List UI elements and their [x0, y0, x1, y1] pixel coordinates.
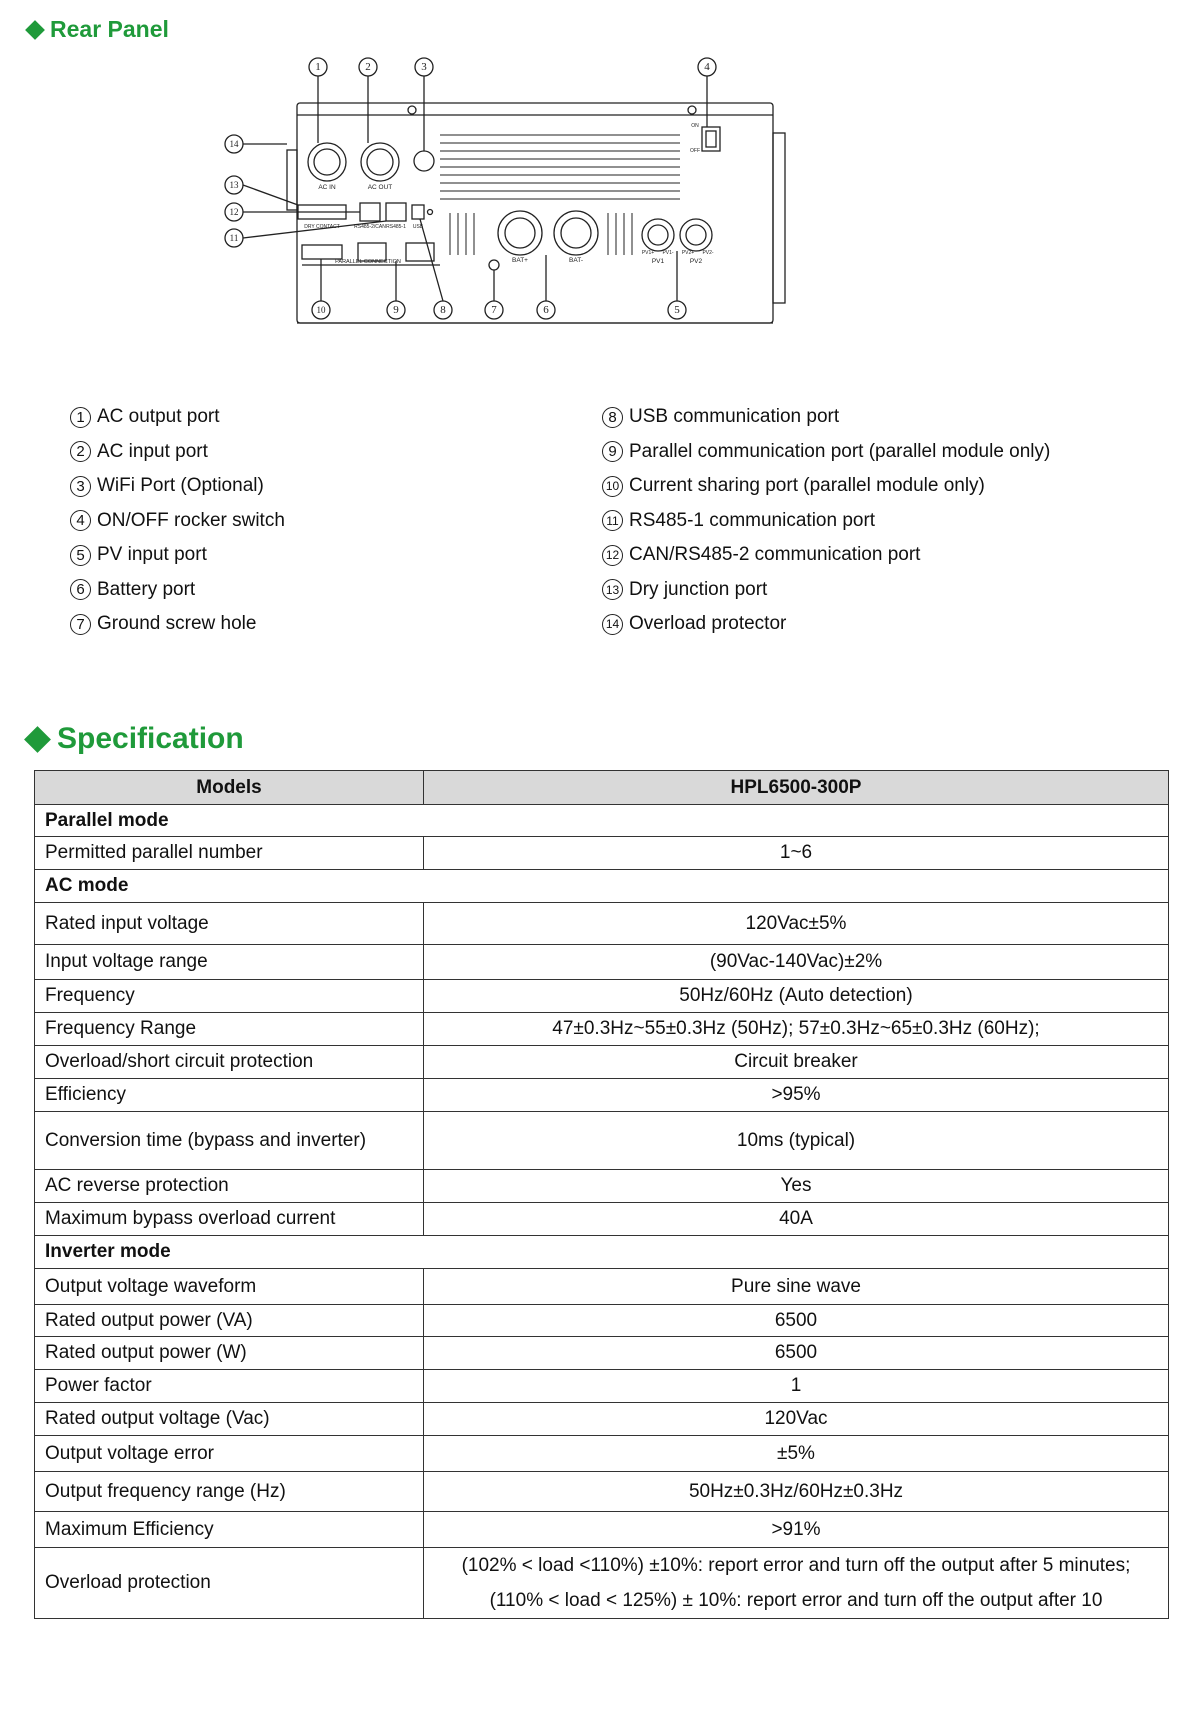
spec-label: Frequency Range	[35, 1013, 424, 1046]
legend-right	[602, 400, 1050, 642]
callout-14: 14	[229, 139, 239, 149]
spec-value: 6500	[424, 1337, 1169, 1370]
spec-row	[35, 1269, 1169, 1305]
spec-value: 120Vac	[424, 1403, 1169, 1436]
spec-row	[35, 1436, 1169, 1472]
label-pv2-plus: PV2+	[681, 250, 695, 256]
spec-row	[35, 1403, 1169, 1436]
label-rs485-2-can: RS485-2/CAN	[354, 224, 386, 230]
callout-12: 12	[229, 207, 239, 217]
spec-label: Rated output power (VA)	[35, 1305, 424, 1337]
rear-panel-heading	[28, 16, 169, 43]
legend-text: PV input port	[97, 544, 207, 565]
spec-label: Rated input voltage	[35, 903, 424, 945]
spec-header-row	[35, 771, 1169, 805]
spec-label: Output frequency range (Hz)	[35, 1472, 424, 1512]
spec-label: Maximum Efficiency	[35, 1512, 424, 1548]
legend-number: 2	[70, 441, 91, 462]
spec-value: 50Hz/60Hz (Auto detection)	[424, 980, 1169, 1013]
legend-item	[70, 400, 285, 435]
spec-value: 10ms (typical)	[424, 1112, 1169, 1170]
label-ac-in: AC IN	[318, 184, 336, 191]
spec-value: 120Vac±5%	[424, 903, 1169, 945]
label-parallel-connection: PARALLEL CONNECTION	[335, 259, 401, 265]
spec-row	[35, 980, 1169, 1013]
diamond-bullet-icon	[24, 726, 51, 753]
legend-number: 13	[602, 579, 623, 600]
spec-value: 40A	[424, 1203, 1169, 1236]
callout-3: 3	[421, 61, 427, 73]
label-pv2: PV2	[689, 258, 703, 265]
legend-number: 10	[602, 476, 623, 497]
spec-label: Input voltage range	[35, 945, 424, 980]
spec-row	[35, 945, 1169, 980]
spec-row	[35, 1370, 1169, 1403]
spec-label: AC reverse protection	[35, 1170, 424, 1203]
legend-number: 7	[70, 614, 91, 635]
legend-text: WiFi Port (Optional)	[97, 475, 264, 496]
label-pv2-minus: PV2-	[702, 250, 714, 256]
spec-row	[35, 1472, 1169, 1512]
spec-value	[424, 1548, 1169, 1619]
label-usb: USB	[412, 224, 424, 230]
legend-text: CAN/RS485-2 communication port	[629, 544, 921, 565]
spec-table	[34, 770, 1169, 1619]
spec-section-row	[35, 870, 1169, 903]
callout-5: 5	[674, 304, 680, 316]
legend-number: 6	[70, 579, 91, 600]
spec-label: Rated output voltage (Vac)	[35, 1403, 424, 1436]
spec-row	[35, 1203, 1169, 1236]
spec-value: 6500	[424, 1305, 1169, 1337]
legend-item	[70, 607, 285, 642]
callout-4: 4	[704, 61, 710, 73]
legend-number: 3	[70, 476, 91, 497]
spec-value: 47±0.3Hz~55±0.3Hz (50Hz); 57±0.3Hz~65±0.3Hz (60Hz);	[424, 1013, 1169, 1046]
spec-body	[35, 805, 1169, 1619]
label-on: ON	[691, 123, 699, 129]
label-rs485-1: RS485-1	[386, 224, 406, 230]
spec-row	[35, 1305, 1169, 1337]
spec-row	[35, 1013, 1169, 1046]
spec-label: Permitted parallel number	[35, 837, 424, 870]
label-off: OFF	[690, 148, 700, 154]
section-label: Inverter mode	[35, 1236, 1169, 1269]
legend-text: RS485-1 communication port	[629, 509, 876, 531]
legend-text: Battery port	[97, 578, 196, 600]
legend-item	[602, 607, 1050, 642]
spec-value-line: (110% < load < 125%) ± 10%: report error and turn off the output after 10	[489, 1590, 1103, 1611]
label-pv1-plus: PV1+	[641, 250, 655, 256]
legend-number: 4	[70, 510, 91, 531]
legend-item	[602, 469, 1050, 504]
spec-value: ±5%	[424, 1436, 1169, 1472]
spec-row	[35, 837, 1169, 870]
diamond-bullet-icon	[25, 20, 45, 40]
spec-row	[35, 1512, 1169, 1548]
legend-item	[70, 435, 285, 470]
header-model-name: HPL6500-300P	[424, 771, 1169, 805]
callout-8: 8	[440, 304, 446, 316]
label-pv1: PV1	[651, 258, 665, 265]
spec-value-line: (102% < load <110%) ±10%: report error and turn off the output after 5 minutes;	[461, 1555, 1131, 1576]
legend-item	[70, 538, 285, 573]
spec-row	[35, 1170, 1169, 1203]
label-ac-out: AC OUT	[367, 184, 393, 191]
spec-value: Pure sine wave	[424, 1269, 1169, 1305]
legend-text: Overload protector	[629, 613, 787, 634]
spec-value: Circuit breaker	[424, 1046, 1169, 1079]
legend-number: 11	[602, 510, 623, 531]
legend-number: 14	[602, 614, 623, 635]
legend-number: 5	[70, 545, 91, 566]
spec-section-row	[35, 1236, 1169, 1269]
legend-number: 9	[602, 441, 623, 462]
legend-item	[602, 435, 1050, 470]
spec-label: Output voltage waveform	[35, 1269, 424, 1305]
spec-label: Conversion time (bypass and inverter)	[35, 1112, 424, 1170]
rear-panel-title: Rear Panel	[50, 16, 169, 42]
legend-item	[602, 573, 1050, 608]
callout-13: 13	[229, 180, 239, 190]
legend-text: USB communication port	[629, 406, 840, 427]
section-label: AC mode	[35, 870, 1169, 903]
legend-text: Parallel communication port (parallel module only)	[629, 440, 1051, 462]
legend-number: 12	[602, 545, 623, 566]
callout-1: 1	[315, 61, 321, 73]
rear-panel-diagram	[229, 55, 840, 365]
legend-left	[70, 400, 285, 642]
spec-row	[35, 1046, 1169, 1079]
spec-row	[35, 903, 1169, 945]
spec-label: Frequency	[35, 980, 424, 1013]
legend-item	[602, 400, 1050, 435]
specification-heading	[28, 722, 244, 756]
legend-item	[70, 469, 285, 504]
spec-label: Power factor	[35, 1370, 424, 1403]
spec-value: (90Vac-140Vac)±2%	[424, 945, 1169, 980]
legend-text: Dry junction port	[629, 578, 768, 600]
spec-row	[35, 1079, 1169, 1112]
legend-item	[70, 504, 285, 539]
legend-item	[70, 573, 285, 608]
spec-label: Efficiency	[35, 1079, 424, 1112]
spec-label: Overload/short circuit protection	[35, 1046, 424, 1079]
callout-6: 6	[543, 304, 549, 316]
legend-text: AC output port	[97, 406, 220, 427]
callout-9: 9	[393, 304, 399, 316]
label-bat-plus: BAT+	[512, 257, 528, 264]
section-label: Parallel mode	[35, 805, 1169, 837]
spec-value: >91%	[424, 1512, 1169, 1548]
label-pv1-minus: PV1-	[662, 250, 674, 256]
spec-row	[35, 1112, 1169, 1170]
callout-10: 10	[316, 305, 326, 315]
legend-text: ON/OFF rocker switch	[97, 509, 285, 531]
callout-7: 7	[491, 304, 497, 316]
label-dry-contact: DRY CONTACT	[304, 224, 340, 230]
callout-11: 11	[229, 233, 239, 243]
spec-row	[35, 1337, 1169, 1370]
spec-label: Maximum bypass overload current	[35, 1203, 424, 1236]
label-bat-minus: BAT-	[569, 257, 583, 264]
legend-text: AC input port	[97, 440, 208, 462]
legend-text: Current sharing port (parallel module only)	[629, 475, 985, 496]
header-models: Models	[35, 771, 424, 805]
callout-2: 2	[365, 61, 371, 73]
spec-row	[35, 1548, 1169, 1619]
legend-number: 1	[70, 407, 91, 428]
legend-item	[602, 538, 1050, 573]
spec-label: Overload protection	[35, 1548, 424, 1619]
spec-value: Yes	[424, 1170, 1169, 1203]
legend-item	[602, 504, 1050, 539]
spec-value: 1	[424, 1370, 1169, 1403]
spec-value: 50Hz±0.3Hz/60Hz±0.3Hz	[424, 1472, 1169, 1512]
legend-text: Ground screw hole	[97, 613, 257, 634]
spec-label: Rated output power (W)	[35, 1337, 424, 1370]
spec-label: Output voltage error	[35, 1436, 424, 1472]
spec-value: >95%	[424, 1079, 1169, 1112]
spec-section-row	[35, 805, 1169, 837]
spec-value: 1~6	[424, 837, 1169, 870]
specification-title: Specification	[57, 722, 244, 755]
legend-number: 8	[602, 407, 623, 428]
